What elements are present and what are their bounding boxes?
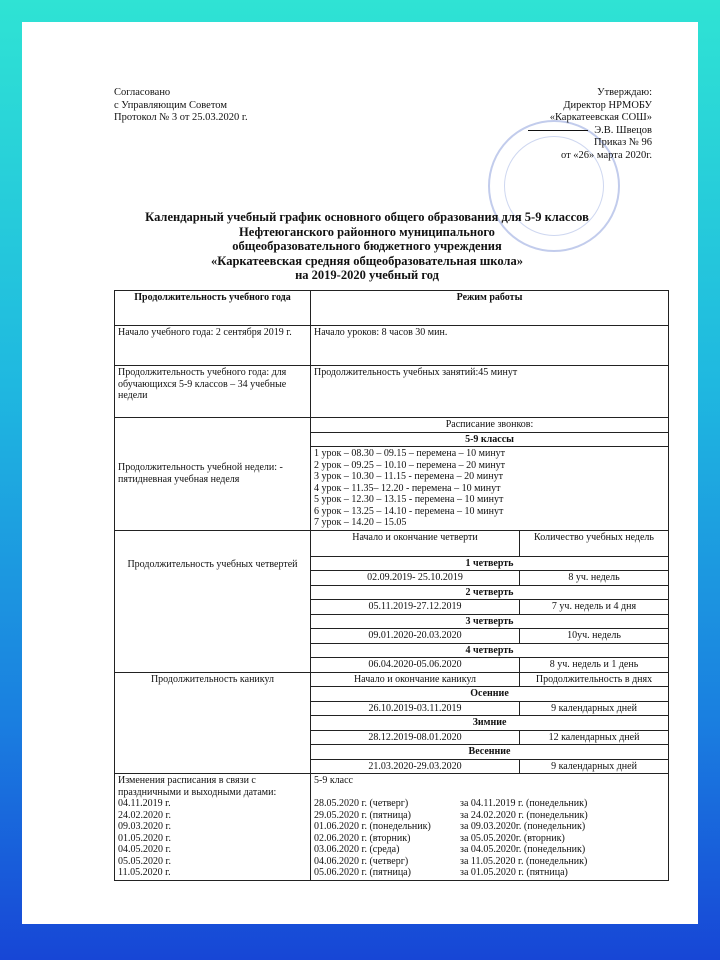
document-page [22, 22, 698, 924]
holiday-days: 12 календарных дней [520, 730, 669, 745]
quarter-dates: 05.11.2019-27.12.2019 [311, 600, 520, 615]
lesson-duration: Продолжительность учебных занятий:45 минут [311, 366, 669, 418]
change-old-date: за 04.11.2019 г. (понедельник) [460, 798, 588, 809]
year-duration: Продолжительность учебного года: для обучающихся 5-9 классов – 34 учебные недели [115, 366, 311, 418]
holiday-dates: 28.12.2019-08.01.2020 [311, 730, 520, 745]
change-row [314, 810, 665, 822]
bell-line: 4 урок – 11.35– 12.20 - перемена – 10 минут [314, 482, 501, 494]
header-duration: Продолжительность учебного года [115, 291, 311, 326]
changes-class: 5-9 класс [314, 775, 353, 786]
change-row [314, 821, 665, 833]
document-title [107, 210, 627, 283]
quarter-name: 3 четверть [311, 614, 669, 629]
bells-title: Расписание звонков: [311, 418, 669, 433]
change-old-date: за 05.05.2020г. (вторник) [460, 832, 565, 844]
title-line: Нефтеюганского районного муниципального [239, 224, 495, 239]
approve-line: Утверждаю: [597, 87, 652, 98]
change-row [314, 833, 665, 845]
approval-block [114, 87, 248, 125]
changed-date: 11.05.2020 г. [118, 867, 171, 878]
schedule-table [114, 290, 669, 881]
change-new-date: 01.06.2020 г. (понедельник) [314, 821, 431, 832]
holidays-col-dates: Начало и окончание каникул [311, 672, 520, 687]
approve-line: Директор НРМОБУ [563, 99, 652, 111]
title-line: на 2019-2020 учебный год [295, 268, 439, 282]
change-new-date: 03.06.2020 г. (среда) [314, 844, 400, 855]
change-new-date: 04.06.2020 г. (четверг) [314, 855, 409, 867]
quarter-name: 2 четверть [311, 585, 669, 600]
bells-class: 5-9 классы [311, 432, 669, 447]
quarter-dates: 06.04.2020-05.06.2020 [311, 658, 520, 673]
quarter-dates: 09.01.2020-20.03.2020 [311, 629, 520, 644]
approval-line: Согласовано [114, 87, 171, 98]
quarter-name: 4 четверть [311, 643, 669, 658]
week-duration: Продолжительность учебной недели: - пятидневная учебная неделя [115, 418, 311, 531]
bell-line: 1 урок – 08.30 – 09.15 – перемена – 10 минут [314, 448, 506, 459]
changed-date: 09.03.2020 г. [118, 821, 171, 832]
changed-date: 01.05.2020 г. [118, 832, 171, 844]
change-row [314, 798, 665, 810]
quarters-col-weeks: Количество учебных недель [520, 530, 669, 556]
change-new-date: 02.06.2020 г. (вторник) [314, 832, 411, 844]
change-old-date: за 04.05.2020г. (понедельник) [460, 844, 586, 855]
approval-line: Протокол № 3 от 25.03.2020 г. [114, 112, 248, 123]
header-mode: Режим работы [311, 291, 669, 326]
change-old-date: за 24.02.2020 г. (понедельник) [460, 809, 588, 821]
holiday-dates: 21.03.2020-29.03.2020 [311, 759, 520, 774]
changes-left [115, 774, 311, 881]
director-signature [528, 125, 652, 138]
changed-date: 05.05.2020 г. [118, 855, 171, 867]
holiday-dates: 26.10.2019-03.11.2019 [311, 701, 520, 716]
holiday-name: Осенние [311, 687, 669, 702]
changed-date: 04.11.2019 г. [118, 798, 171, 809]
holiday-days: 9 календарных дней [520, 759, 669, 774]
change-old-date: за 01.05.2020 г. (пятница) [460, 867, 568, 878]
quarter-weeks: 10уч. недель [520, 629, 669, 644]
holidays-label: Продолжительность каникул [115, 672, 311, 774]
change-old-date: за 09.03.2020г. (понедельник) [460, 821, 586, 832]
quarters-col-dates: Начало и окончание четверти [311, 530, 520, 556]
director-name: Э.В. Швецов [594, 124, 652, 136]
approve-line: «Каркатеевская СОШ» [549, 112, 652, 123]
holiday-name: Зимние [311, 716, 669, 731]
bell-line: 2 урок – 09.25 – 10.10 – перемена – 20 минут [314, 459, 506, 471]
holiday-days: 9 календарных дней [520, 701, 669, 716]
change-old-date: за 11.05.2020 г. (понедельник) [460, 855, 588, 867]
bell-line: 3 урок – 10.30 – 11.15 - перемена – 20 минут [314, 471, 504, 482]
change-new-date: 05.06.2020 г. (пятница) [314, 867, 411, 878]
changes-right [311, 774, 669, 881]
holidays-col-days: Продолжительность в днях [520, 672, 669, 687]
approval-line: с Управляющим Советом [114, 99, 227, 111]
quarter-weeks: 8 уч. недель и 1 день [520, 658, 669, 673]
holiday-name: Весенние [311, 745, 669, 760]
changed-date: 04.05.2020 г. [118, 844, 171, 855]
bell-line: 7 урок – 14.20 – 15.05 [314, 517, 407, 528]
changes-label: Изменения расписания в связи с праздничными и выходными датами: [118, 775, 277, 798]
lesson-start: Начало уроков: 8 часов 30 мин. [311, 326, 669, 366]
quarter-dates: 02.09.2019- 25.10.2019 [311, 571, 520, 586]
title-line: «Каркатеевская средняя общеобразовательная школа» [211, 253, 523, 268]
bell-line: 5 урок – 12.30 – 13.15 - перемена – 10 минут [314, 494, 504, 505]
signature-line [528, 130, 588, 131]
quarter-weeks: 8 уч. недель [520, 571, 669, 586]
change-row [314, 844, 665, 856]
changed-date: 24.02.2020 г. [118, 809, 171, 821]
approve-line: Приказ № 96 [594, 137, 652, 148]
quarter-weeks: 7 уч. недель и 4 дня [520, 600, 669, 615]
bell-line: 6 урок – 13.25 – 14.10 - перемена – 10 минут [314, 505, 504, 517]
bells-list [311, 447, 669, 531]
title-line: Календарный учебный график основного общего образования для 5-9 классов [145, 210, 589, 224]
title-line: общеобразовательного бюджетного учреждения [232, 239, 502, 253]
change-new-date: 29.05.2020 г. (пятница) [314, 809, 411, 821]
approve-block [528, 87, 652, 162]
approve-line: от «26» марта 2020г. [560, 149, 652, 161]
start-of-year: Начало учебного года: 2 сентября 2019 г. [115, 326, 311, 366]
change-row [314, 867, 665, 879]
quarter-name: 1 четверть [311, 556, 669, 571]
quarters-label: Продолжительность учебных четвертей [115, 530, 311, 672]
change-row [314, 856, 665, 868]
change-new-date: 28.05.2020 г. (четверг) [314, 798, 409, 809]
